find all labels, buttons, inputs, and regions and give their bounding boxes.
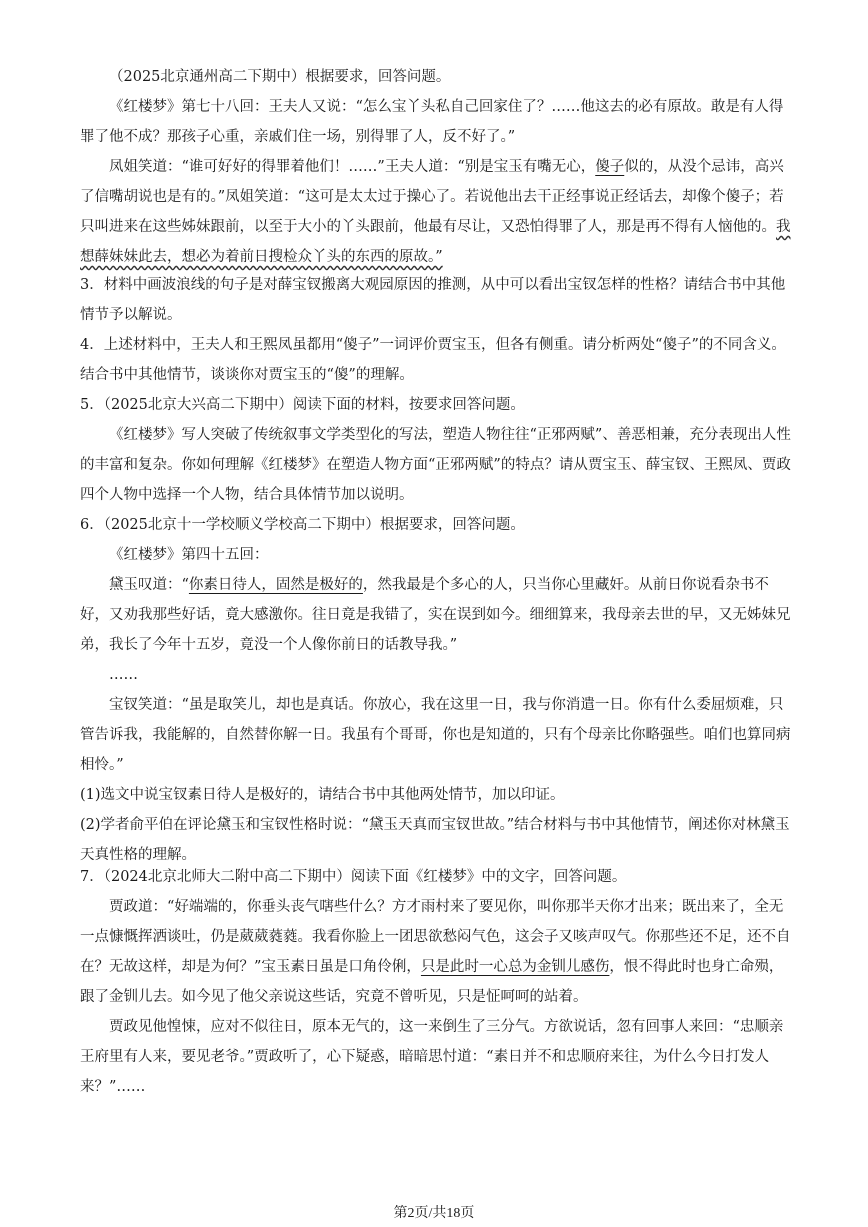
chapter-label: 《红楼梦》第四十五回： [109, 547, 269, 563]
question-6 [80, 510, 792, 870]
material-paragraph [80, 570, 792, 660]
question-7 [80, 862, 792, 1102]
ellipsis: …… [109, 667, 138, 683]
question-4 [80, 330, 792, 390]
material-paragraph: 《红楼梦》第七十八回：王夫人又说：“怎么宝丫头私自己回家住了？……他这去的必有原故。敢是有人得罪了他不成？那孩子心重，亲戚们住一场，别得罪了人，反不好了。” [80, 99, 784, 145]
question-3 [80, 270, 792, 330]
question-title: 7．（2024北京北师大二附中高二下期中）阅读下面《红楼梦》中的文字，回答问题。 [80, 869, 627, 885]
material-paragraph: 宝钗笑道：“虽是取笑儿，却也是真话。你放心，我在这里一日，我与你消遣一日。你有什么委屈烦难，只管告诉我，我能解的，自然替你解一日。我虽有个哥哥，你也是知道的，只有个母亲比你略强些。咱们也算同病相怜。” [80, 697, 791, 773]
underlined-text: 你素日待人，固然是极好的 [188, 577, 363, 593]
underlined-text: 只是此时一心总为金钏儿感伤 [420, 959, 610, 975]
material-paragraph: 《红楼梦》写人突破了传统叙事文学类型化的写法，塑造人物往往“正邪两赋”、善恶相兼，充分表现出人性的丰富和复杂。你如何理解《红楼梦》在塑造人物方面“正邪两赋”的特点？请从贾宝玉、薛宝钗、王熙凤、贾政四个人物中选择一个人物，结合具体情节加以说明。 [80, 427, 791, 503]
question-text: 3．材料中画波浪线的句子是对薛宝钗搬离大观园原因的推测，从中可以看出宝钗怎样的性格？请结合书中其他情节予以解说。 [80, 277, 786, 323]
wavy-underlined-sentence: 我想薛妹妹此去，想必为着前日搜检众丫头的东西的原故。” [80, 219, 791, 265]
text-span: ，恨不得此时也身亡命殒，跟了金钏儿去。如今见了他父亲说这些话，究竟不曾听见，只是怔呵呵的站着。 [80, 959, 784, 1005]
question-title: 5．（2025北京大兴高二下期中）阅读下面的材料，按要求回答问题。 [80, 397, 525, 413]
material-paragraph: 贾政见他惶悚，应对不似往日，原本无气的，这一来倒生了三分气。方欲说话，忽有回事人来回：“忠顺亲王府里有人来，要见老爷。”贾政听了，心下疑惑，暗暗思忖道：“素日并不和忠顺府来往，为什么今日打发人来？”…… [80, 1019, 784, 1095]
material-paragraph [80, 892, 792, 1012]
sub-question: (1)选文中说宝钗素日待人是极好的，请结合书中其他两处情节，加以印证。 [80, 787, 565, 803]
underlined-text: 傻子 [595, 159, 625, 175]
question-text: 4．上述材料中，王夫人和王熙凤虽都用“傻子”一词评价贾宝玉，但各有侧重。请分析两处“傻子”的不同含义。结合书中其他情节，谈谈你对贾宝玉的“傻”的理解。 [80, 337, 786, 383]
page-number: 第2页/共18页 [393, 1206, 475, 1221]
text-span: 贾政道：“好端端的，你垂头丧气嗐些什么？方才雨村来了要见你，叫你那半天你才出来；既出来了，全无一点慷慨挥洒谈吐，仍是葳葳蕤蕤。我看你脸上一团思欲愁闷气色，这会子又咳声叹气。你那些还不足，还不自在？无故这样，却是为何？”宝玉素日虽是口角伶俐， [80, 899, 791, 975]
text-span: 黛玉叹道：“ [109, 577, 189, 593]
text-span: ，然我最是个多心的人，只当你心里藏奸。从前日你说看杂书不好，又劝我那些好话，竟大感激你。往日竟是我错了，实在误到如今。细细算来，我母亲去世的早，又无姊妹兄弟，我长了今年十五岁，竟没一个人像你前日的话教导我。” [80, 577, 791, 653]
material-paragraph [80, 152, 792, 272]
intro-section [80, 62, 792, 272]
text-span: 似的，从没个忌讳，高兴了信嘴胡说也是有的。”凤姐笑道：“这可是太太过于操心了。若说他出去干正经事说正经话去，却像个傻子；若只叫进来在这些姊妹跟前，以至于大小的丫头跟前，他最有尽让，又恐怕得罪了人，那是再不得有人恼他的。 [80, 159, 784, 235]
question-title: 6．（2025北京十一学校顺义学校高二下期中）根据要求，回答问题。 [80, 517, 525, 533]
text-span: 凤姐笑道：“谁可好好的得罪着他们！……”王夫人道：“别是宝玉有嘴无心， [109, 159, 596, 175]
question-source: （2025北京通州高二下期中）根据要求，回答问题。 [109, 69, 451, 85]
question-5 [80, 390, 792, 510]
sub-question: (2)学者俞平伯在评论黛玉和宝钗性格时说：“黛玉天真而宝钗世故。”结合材料与书中其他情节，阐述你对林黛玉天真性格的理解。 [80, 817, 790, 863]
